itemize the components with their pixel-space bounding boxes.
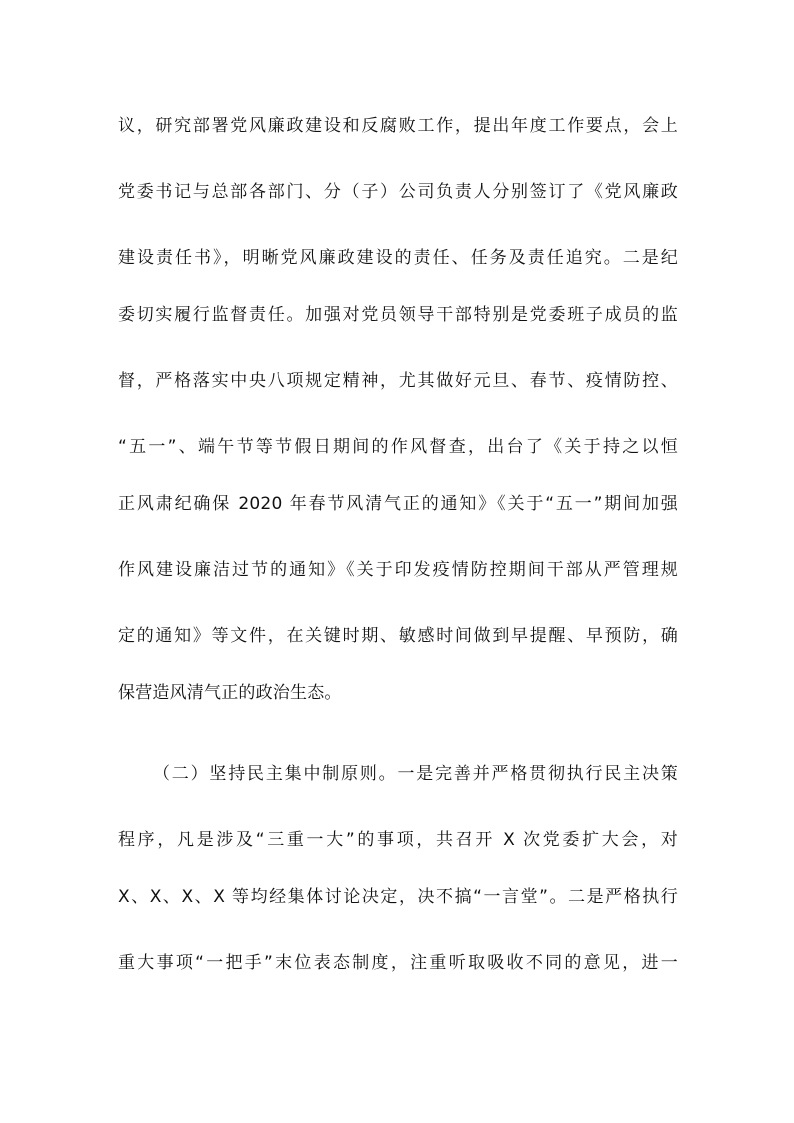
body-text-line: 督，严格落实中央八项规定精神，尤其做好元旦、春节、疫情防控、	[118, 371, 678, 391]
body-text-line: 党委书记与总部各部门、分（子）公司负责人分别签订了《党风廉政	[118, 182, 678, 202]
body-text-line: 作风建设廉洁过节的通知》《关于印发疫情防控期间干部从严管理规	[118, 560, 678, 580]
body-text-line: 委切实履行监督责任。加强对党员领导干部特别是党委班子成员的监	[118, 305, 678, 325]
body-text-line: 程序，凡是涉及“三重一大”的事项，共召开 X 次党委扩大会，对	[118, 830, 678, 850]
body-text-line: 议，研究部署党风廉政建设和反腐败工作，提出年度工作要点，会上	[118, 116, 678, 136]
body-text-line: 正风肃纪确保 2020 年春节风清气正的通知》《关于“五一”期间加强	[118, 494, 678, 514]
body-text-line: 建设责任书》，明晰党风廉政建设的责任、任务及责任追究。二是纪	[118, 248, 678, 268]
body-text-line: “五一”、端午节等节假日期间的作风督查，出台了《关于持之以恒	[118, 437, 678, 457]
body-text-line: 定的通知》等文件，在关键时期、敏感时间做到早提醒、早预防，确	[118, 626, 678, 646]
section-heading-line: （二）坚持民主集中制原则。一是完善并严格贯彻执行民主决策	[153, 764, 678, 784]
body-text-line: X、X、X、X 等均经集体讨论决定，决不搞“一言堂”。二是严格执行	[118, 887, 678, 907]
body-text-line: 重大事项“一把手”末位表态制度，注重听取吸收不同的意见，进一	[118, 953, 678, 973]
body-text-line: 保营造风清气正的政治生态。	[118, 683, 342, 703]
